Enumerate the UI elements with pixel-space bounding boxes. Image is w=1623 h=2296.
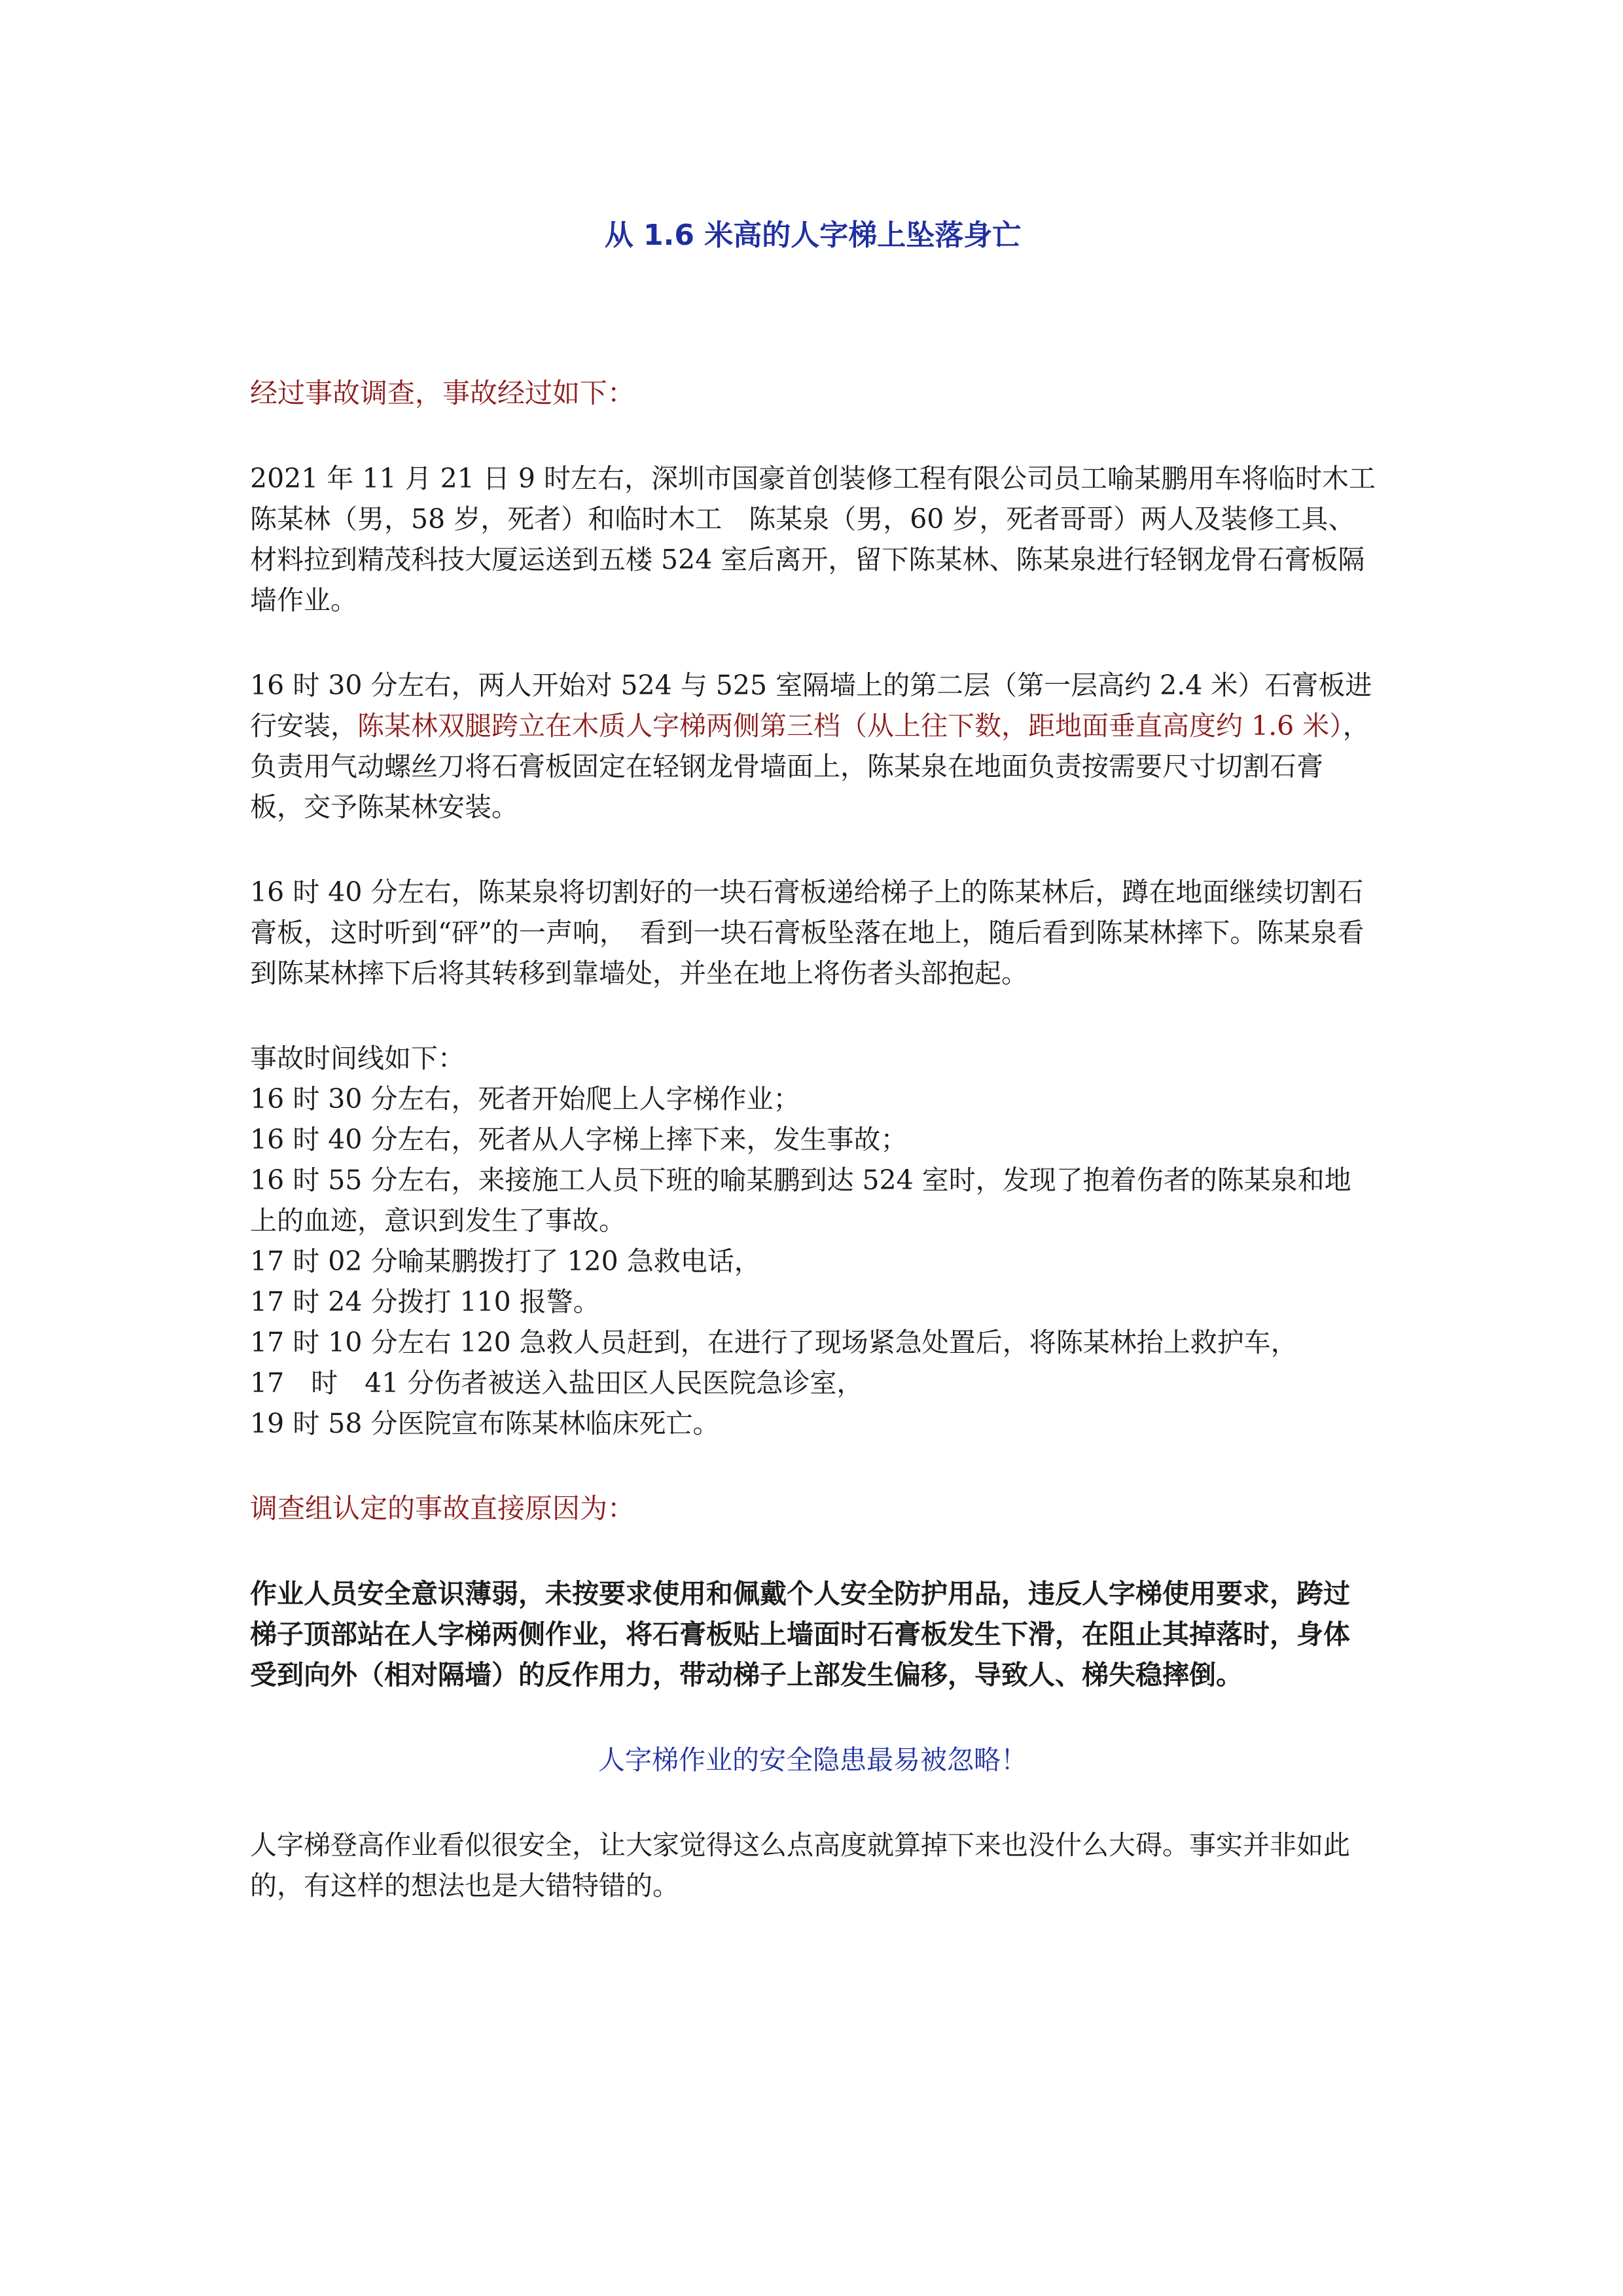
paragraph-installation bbox=[250, 665, 1376, 827]
section-heading-direct-cause: 调查组认定的事故直接原因为： bbox=[250, 1492, 635, 1524]
timeline-heading: 事故时间线如下： bbox=[250, 1043, 465, 1074]
document-title: 从 1.6 米高的人字梯上坠落身亡 bbox=[604, 219, 1022, 252]
timeline-section bbox=[250, 1038, 1376, 1444]
timeline-item: 17 时 02 分喻某鹏拨打了 120 急救电话， bbox=[250, 1246, 761, 1277]
paragraph-closing: 人字梯登高作业看似很安全，让大家觉得这么点高度就算掉下来也没什么大碍。事实并非如此的，有这样的想法也是大错特错的。 bbox=[250, 1829, 1350, 1901]
paragraph-accident: 16 时 40 分左右，陈某泉将切割好的一块石膏板递给梯子上的陈某林后，蹲在地面继续切割石膏板，这时听到“砰”的一声响， 看到一块石膏板坠落在地上，随后看到陈某林摔下。陈某泉看到陈某林摔下后将其转移到靠墙处，并坐在地上将伤者头部抱起。 bbox=[250, 876, 1364, 989]
timeline-item: 19 时 58 分医院宣布陈某林临床死亡。 bbox=[250, 1408, 720, 1439]
timeline-item: 16 时 30 分左右，死者开始爬上人字梯作业； bbox=[250, 1083, 800, 1115]
paragraph-installation-highlight: 陈某林双腿跨立在木质人字梯两侧第三档（从上往下数，距地面垂直高度约 1.6 米） bbox=[357, 710, 1343, 742]
document-page bbox=[250, 216, 1402, 1906]
timeline-item: 16 时 55 分左右，来接施工人员下班的喻某鹏到达 524 室时，发现了抱着伤者的陈某泉和地上的血迹，意识到发生了事故。 bbox=[250, 1164, 1351, 1236]
section-heading-investigation: 经过事故调查，事故经过如下： bbox=[250, 377, 635, 409]
paragraph-installation-text-b: ，负责用气动螺丝刀将石膏板固定在轻钢龙骨墙面上，陈某泉在地面负责按需要尺寸切割石膏板，交予陈某林安装。 bbox=[250, 710, 1370, 823]
paragraph-direct-cause: 作业人员安全意识薄弱，未按要求使用和佩戴个人安全防护用品，违反人字梯使用要求，跨过梯子顶部站在人字梯两侧作业，将石膏板贴上墙面时石膏板发生下滑，在阻止其掉落时，身体受到向外（相对隔墙）的反作用力，带动梯子上部发生偏移，导致人、梯失稳摔倒。 bbox=[250, 1578, 1350, 1691]
paragraph-background: 2021 年 11 月 21 日 9 时左右，深圳市国豪首创装修工程有限公司员工喻某鹏用车将临时木工 陈某林（男，58 岁，死者）和临时木工 陈某泉（男，60 岁，死者哥哥）两人及装修工具、材料拉到精茂科技大厦运送到五楼 524 室后离开，留下陈某林、陈某泉进行轻钢龙骨石膏板隔墙作业。 bbox=[250, 463, 1402, 616]
timeline-item: 17 时 41 分伤者被送入盐田区人民医院急诊室， bbox=[250, 1367, 864, 1399]
timeline-item: 16 时 40 分左右，死者从人字梯上摔下来，发生事故； bbox=[250, 1124, 908, 1155]
timeline-item: 17 时 10 分左右 120 急救人员赶到，在进行了现场紧急处置后，将陈某林抬上救护车， bbox=[250, 1327, 1298, 1358]
safety-subtitle: 人字梯作业的安全隐患最易被忽略！ bbox=[598, 1744, 1027, 1776]
paragraph-installation-text-a: 16 时 30 分左右，两人开始对 524 与 525 室隔墙上的第二层（第一层高约 2.4 米）石膏板进行安装， bbox=[250, 670, 1372, 742]
timeline-item: 17 时 24 分拨打 110 报警。 bbox=[250, 1286, 600, 1318]
